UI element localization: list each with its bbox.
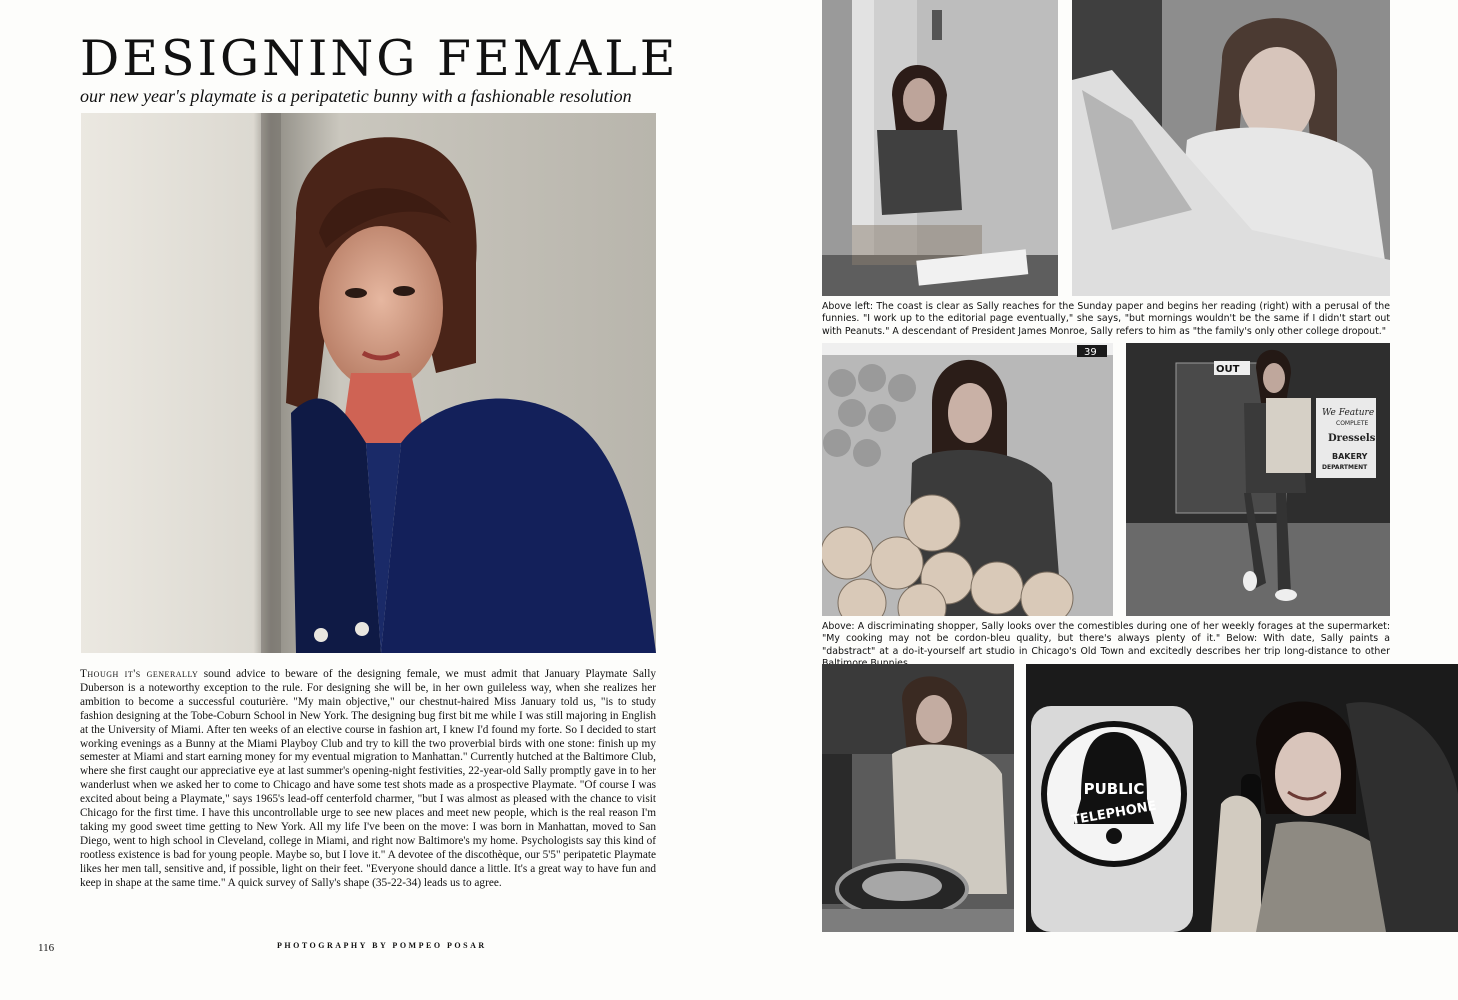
photo-sunday-paper-doorway (822, 0, 1058, 296)
storefront-illustration (1126, 343, 1390, 616)
store-sign-feature: We Feature (1322, 408, 1375, 418)
store-sign-department: DEPARTMENT (1322, 464, 1368, 471)
photo-public-telephone (1026, 664, 1458, 932)
store-sign-out: OUT (1216, 364, 1240, 375)
store-sign-bakery: BAKERY (1332, 452, 1368, 461)
phone-sign-telephone: TELEPHONE (1070, 798, 1158, 829)
photo-credit: PHOTOGRAPHY BY POMPEO POSAR (277, 941, 487, 950)
article-title: DESIGNING FEMALE (80, 30, 679, 87)
photo-art-studio (822, 664, 1014, 932)
page-number: 116 (38, 942, 55, 954)
article-body (80, 668, 656, 891)
portrait-illustration (81, 113, 656, 653)
article-subtitle: our new year's playmate is a peripatetic bunny with a fashionable resolution (80, 86, 632, 106)
hero-portrait-photo (81, 113, 656, 653)
photo-reading-funnies (1072, 0, 1390, 296)
photo-grocery-bag-storefront (1126, 343, 1390, 616)
reading-illustration (1072, 0, 1390, 296)
price-sign-text: 39 (1084, 347, 1097, 358)
store-sign-complete: COMPLETE (1336, 420, 1369, 427)
melons-illustration (822, 343, 1113, 616)
caption-middle: Above: A discriminating shopper, Sally looks over the comestibles during one of her weekly forages at the supermarket: "My cooking may not be cordon-bleu quality, but there's always plenty of it." Below: With date, Sally paints a "dabstract" at a do-it-yourself art studio in Chicago's Old Town and excitedly describes her trip long-distance to other (822, 621, 1390, 657)
caption-top: Above left: The coast is clear as Sally reaches for the Sunday paper and begins her reading (right) with a perusal of the funnies. "I work up to the editorial page eventually," she says, "but mornings wouldn't be the same if I didn't start out with Peanuts." A descendant of President James Monroe, Sally refers to him as "the family's only other college dropout." (822, 301, 1390, 337)
store-sign-dressels: Dressels (1328, 433, 1376, 444)
doorway-illustration (822, 0, 1058, 296)
photo-supermarket-melons (822, 343, 1113, 616)
telephone-illustration (1026, 664, 1458, 932)
body-lead-in: Though it's generally (80, 668, 199, 680)
body-paragraph: sound advice to beware of the designing female, we must admit that January Playmate Sally Duberson is a noteworthy exception to the rule. For designing she will be, in her own guileless way, when she realizes her ambition to become a successful couturière. "My main objective," our chestnut-haired Miss January told us, "is to study fashion designing at the Tobe-Coburn School in New York. The designing bug first bit me while I was still majoring in English at the University of Miami. After ten weeks of an elective course in fashion art, I knew I'd found my forte. So I decided to start working evenings as a Bunny at the Miami Playboy Club and try to kill the two proverbial birds with one stone: finish up my semester at Miami and start earning money for my eventual migration to Manhattan." Currently hutched at the Baltimore Club, where she first caught our appreciative eye at last summer's opening-night festivities, 22-year-old Sally promptly gave in to her wanderlust when we asked her to come to Chicago and have some test shots made as a prospective Playmate. "Of course I was excited about being a Playmate," says 1965's lead-off centerfold charmer, "but I was almost as pleased with the chance to visit Chicago for the first time. I have this uncontrollable urge to see new places and meet new people, which is the real reason I'm taking my good sweet time getting to New York. All my life I've been on the move: I was born in Manhattan, moved to San Diego, went to high school in Cleveland, college in Miami, and right now Baltimore's my home. Psychologists say this kind of rootless existence is bad for young people. Maybe so, but I love it." A devotee of the discothèque, our 5'5" peripatetic Playmate likes her men tall, sensitive and, if possible, light on their feet. "Everyone should dance a little. It's a great way to have fun and keep in shape at the same time." A quick survey of Sally's shape (35-22-34) leads us to agree. (80, 668, 656, 889)
phone-sign-public: PUBLIC (1083, 780, 1145, 798)
art-studio-illustration (822, 664, 1014, 932)
